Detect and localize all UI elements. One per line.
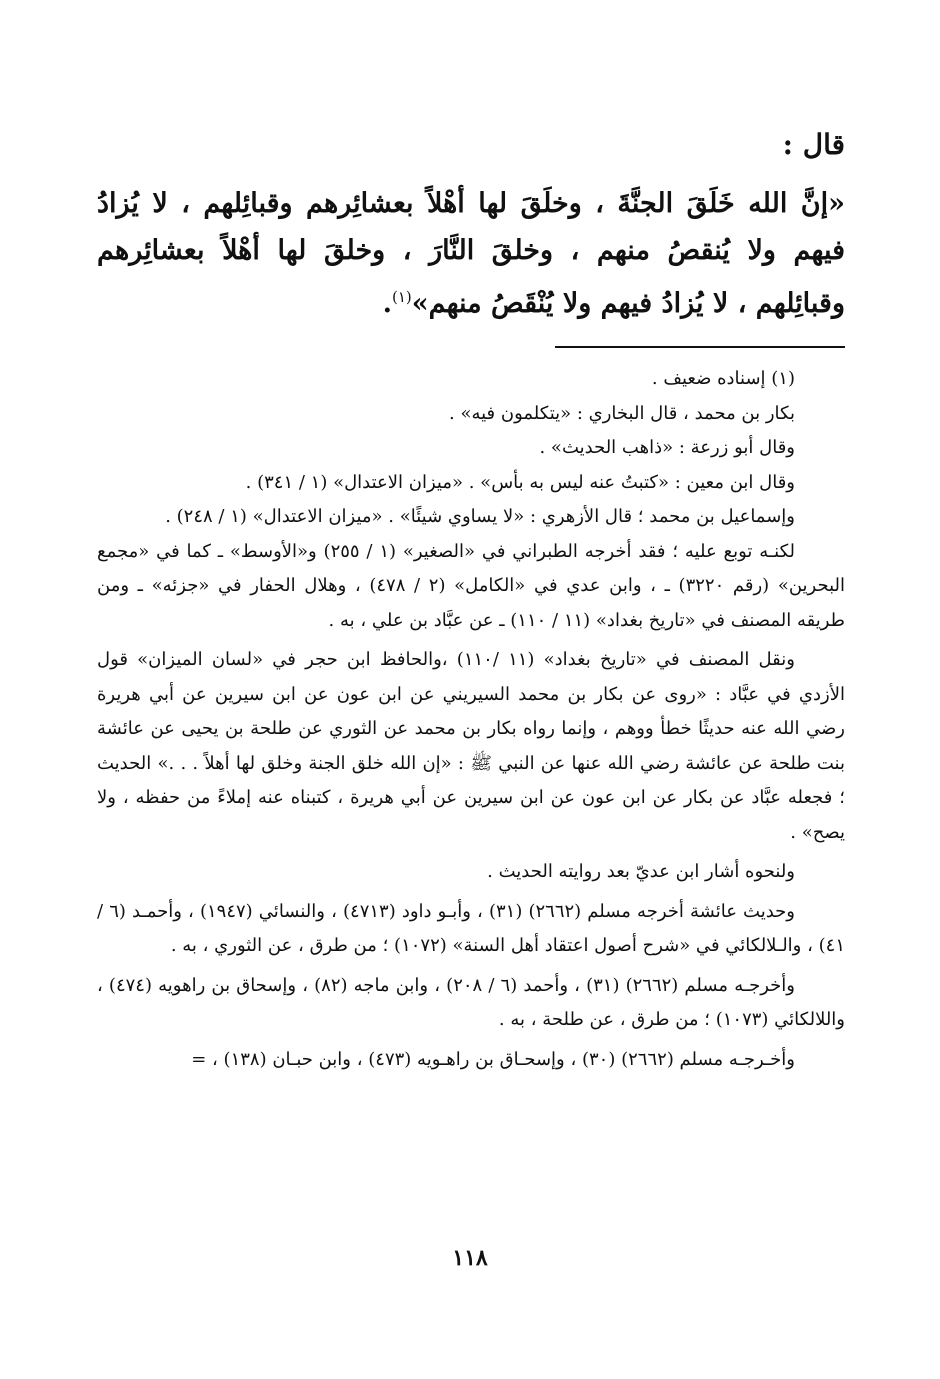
hadith-end: . bbox=[382, 288, 392, 319]
footnote-paragraph: ونقل المصنف في «تاريخ بغداد» (١١ /١١٠) ،والحافظ ابن حجر في «لسان الميزان» قول الأزدي في عبَّاد : «روى عن بكار بن محمد السيريني عن ابن عون عن ابن سيرين عن أبي هريرة رضي الله عنه حديثًا خطأ ووهم ، وإنما رواه بكار بن محمد عن الثوري عن طلحة بن يحيى عن عائشة بنت طلحة عن عائشة رضي الله عنها عن النبي ﷺ : «إن الله خلق الجنة وخلق لها أهلاً . . .» الحديث ؛ فجعله عبَّاد عن بكار عن ابن عون عن ابن سيرين عن أبي هريرة ، كتبناه عنه إملاءً من حفظه ، ولا يصح» . bbox=[97, 649, 845, 843]
footnote-reference[interactable]: (١) bbox=[391, 288, 412, 306]
footnote-paragraph: وقال أبو زرعة : «ذاهب الحديث» . bbox=[539, 437, 795, 458]
footnotes bbox=[97, 362, 845, 1077]
footnote-paragraph: بكار بن محمد ، قال البخاري : «يتكلمون فيه» . bbox=[449, 402, 795, 424]
footnote-paragraph: ولنحوه أشار ابن عديّ بعد روايته الحديث . bbox=[487, 861, 795, 882]
footnote-paragraph: وأخرجـه مسلم (٢٦٦٢) (٣١) ، وأحمد (٦ / ٢٠٨) ، وابن ماجه (٨٢) ، وإسحاق بن راهويه (٤٧٤) ، واللالكائي (١٠٧٣) ؛ من طرق ، عن طلحة ، به . bbox=[97, 974, 845, 1030]
footnote-paragraph: وإسماعيل بن محمد ؛ قال الأزهري : «لا يساوي شيئًا» . «ميزان الاعتدال» (١ / ٢٤٨) . bbox=[165, 506, 795, 527]
intro-text: قال : bbox=[782, 128, 845, 161]
footnote-separator bbox=[555, 346, 845, 348]
footnote-paragraph: وقال ابن معين : «كتبتُ عنه ليس به بأس» . «ميزان الاعتدال» (١ / ٣٤١) . bbox=[245, 471, 795, 493]
footnote-paragraph: لكنـه توبع عليه ؛ فقد أخرجه الطبراني في «الصغير» (١ / ٢٥٥) و«الأوسط» ـ كما في «مجمع البحرين» (رقم ٣٢٢٠) ـ ، وابن عدي في «الكامل» (٢ / ٤٧٨) ، وهلال الحفار في «جزئه» ـ ومن طريقه المصنف في «تاريخ بغداد» (١١ / ١١٠) ـ عن عبَّاد بن علي ، به . bbox=[97, 540, 846, 631]
footnote-paragraph: وأخـرجـه مسلم (٢٦٦٢) (٣٠) ، وإسحـاق بن راهـويه (٤٧٣) ، وابن حبـان (١٣٨) ، = bbox=[191, 1048, 795, 1070]
hadith-body: «إنَّ الله خَلَقَ الجنَّةَ ، وخلَقَ لها أهْلاً بعشائِرهم وقبائِلهم ، لا يُزادُ فيهم ولا يُنقصُ منهم ، وخلقَ النَّارَ ، وخلقَ لها أهْلاً بعشائِرهم وقبائِلهم ، لا يُزادُ فيهم ولا يُنْقَصُ منهم» bbox=[97, 188, 845, 319]
hadith-text bbox=[97, 180, 845, 327]
page-number: ١١٨ bbox=[452, 1245, 488, 1271]
footnote-paragraph: وحديث عائشة أخرجه مسلم (٢٦٦٢) (٣١) ، وأبـو داود (٤٧١٣) ، والنسائي (١٩٤٧) ، وأحمـد (٦ / ٤١) ، والـلالكائي في «شرح أصول اعتقاد أهل السنة» (١٠٧٢) ؛ من طرق ، عن الثوري ، به . bbox=[97, 900, 845, 956]
footnote-paragraph: (١) إسناده ضعيف . bbox=[651, 368, 795, 389]
